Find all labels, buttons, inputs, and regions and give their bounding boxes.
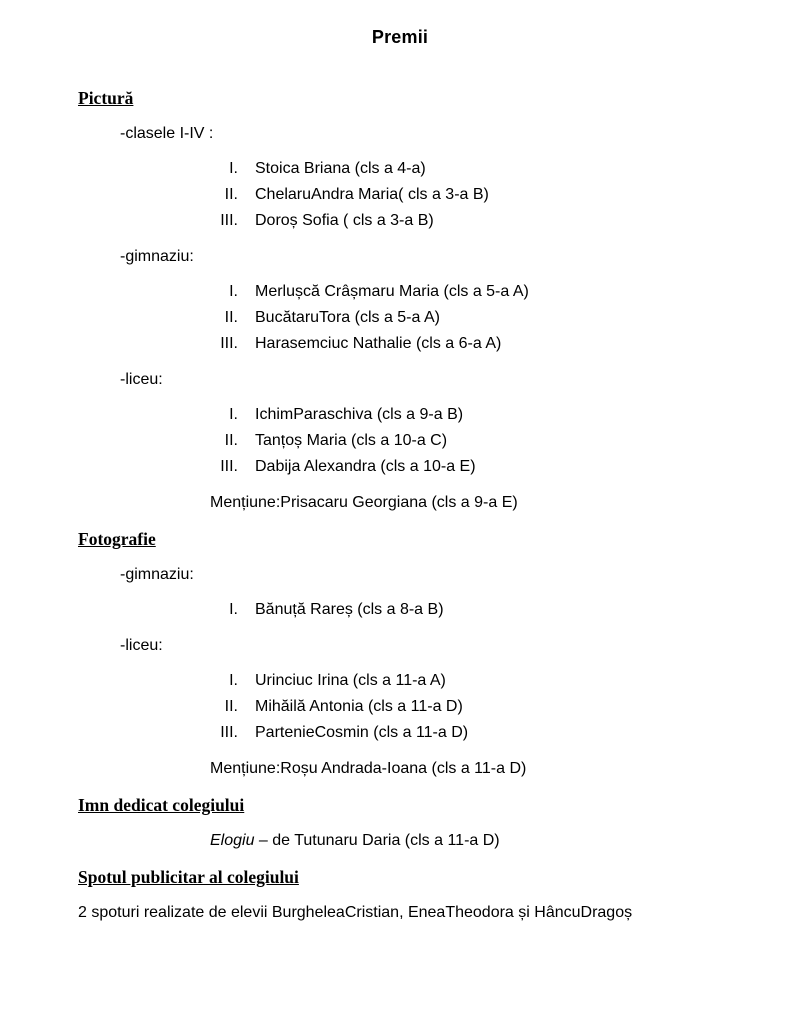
- section-imn: [0, 792, 800, 854]
- prize-numeral: I.: [229, 283, 238, 300]
- prize-numeral: III.: [220, 335, 238, 352]
- section-heading-fotografie: Fotografie: [78, 529, 156, 549]
- section-fotografie: [0, 526, 800, 782]
- prize-numeral: II.: [224, 309, 238, 326]
- section-pictura: [0, 85, 800, 516]
- prize-numeral: II.: [224, 186, 238, 203]
- section-heading-pictura: Pictură: [78, 88, 134, 108]
- hymn-work-title: Elogiu: [210, 832, 255, 849]
- prize-list-item: [180, 668, 800, 694]
- hymn-entry-rest: – de Tutunaru Daria (cls a 11-a D): [254, 832, 500, 849]
- document-title: Premii: [371, 27, 429, 47]
- prize-list-item: [180, 208, 800, 234]
- prize-numeral: I.: [229, 601, 238, 618]
- prize-list-item: [180, 305, 800, 331]
- group-label-liceu: -liceu:: [120, 637, 163, 654]
- prize-winner: Mihăilă Antonia (cls a 11-a D): [255, 698, 463, 715]
- group-label-liceu: -liceu:: [120, 371, 163, 388]
- prize-winner: Tanțoș Maria (cls a 10-a C): [255, 432, 448, 449]
- prize-list-item: [180, 720, 800, 746]
- prize-winner: Bănuță Rareș (cls a 8-a B): [255, 601, 444, 618]
- mention-line: Mențiune:Prisacaru Georgiana (cls a 9-a E): [210, 494, 518, 511]
- prize-numeral: I.: [229, 406, 238, 423]
- prize-winner: Harasemciuc Nathalie (cls a 6-a A): [255, 335, 502, 352]
- prize-winner: ChelaruAndra Maria( cls a 3-a B): [255, 186, 489, 203]
- prize-list-item: [180, 454, 800, 480]
- prize-list: [0, 156, 800, 234]
- prize-list-item: [180, 156, 800, 182]
- prize-list-item: [180, 428, 800, 454]
- prize-numeral: II.: [224, 432, 238, 449]
- prize-list-item: [180, 182, 800, 208]
- section-spot: [0, 864, 800, 926]
- prize-numeral: III.: [220, 212, 238, 229]
- group-label-gimnaziu: -gimnaziu:: [120, 248, 194, 265]
- prize-list-item: [180, 331, 800, 357]
- section-heading-spot: Spotul publicitar al colegiului: [78, 867, 299, 887]
- prize-numeral: II.: [224, 698, 238, 715]
- prize-numeral: III.: [220, 458, 238, 475]
- prize-numeral: III.: [220, 724, 238, 741]
- prize-winner: Dabija Alexandra (cls a 10-a E): [255, 458, 476, 475]
- prize-winner: IchimParaschiva (cls a 9-a B): [255, 406, 464, 423]
- section-heading-imn: Imn dedicat colegiului: [78, 795, 245, 815]
- mention-line: Mențiune:Roșu Andrada-Ioana (cls a 11-a D): [210, 760, 527, 777]
- prize-winner: Doroș Sofia ( cls a 3-a B): [255, 212, 434, 229]
- prize-list-item: [180, 279, 800, 305]
- prize-list: [0, 402, 800, 480]
- prize-list: [0, 597, 800, 623]
- group-label-gimnaziu: -gimnaziu:: [120, 566, 194, 583]
- prize-numeral: I.: [229, 160, 238, 177]
- prize-winner: BucătaruTora (cls a 5-a A): [255, 309, 440, 326]
- prize-winner: Merlușcă Crâșmaru Maria (cls a 5-a A): [255, 283, 529, 300]
- prize-list-item: [180, 597, 800, 623]
- spot-paragraph: 2 spoturi realizate de elevii BurgheleaCristian, EneaTheodora și HâncuDragoș: [78, 904, 633, 921]
- prize-list: [0, 668, 800, 746]
- prize-list-item: [180, 402, 800, 428]
- group-label-clasele-i-iv: -clasele I-IV :: [120, 125, 214, 142]
- hymn-entry: [210, 828, 800, 854]
- prize-list: [0, 279, 800, 357]
- prize-winner: PartenieCosmin (cls a 11-a D): [255, 724, 469, 741]
- prize-winner: Stoica Briana (cls a 4-a): [255, 160, 426, 177]
- prize-winner: Urinciuc Irina (cls a 11-a A): [255, 672, 446, 689]
- prize-list-item: [180, 694, 800, 720]
- prize-numeral: I.: [229, 672, 238, 689]
